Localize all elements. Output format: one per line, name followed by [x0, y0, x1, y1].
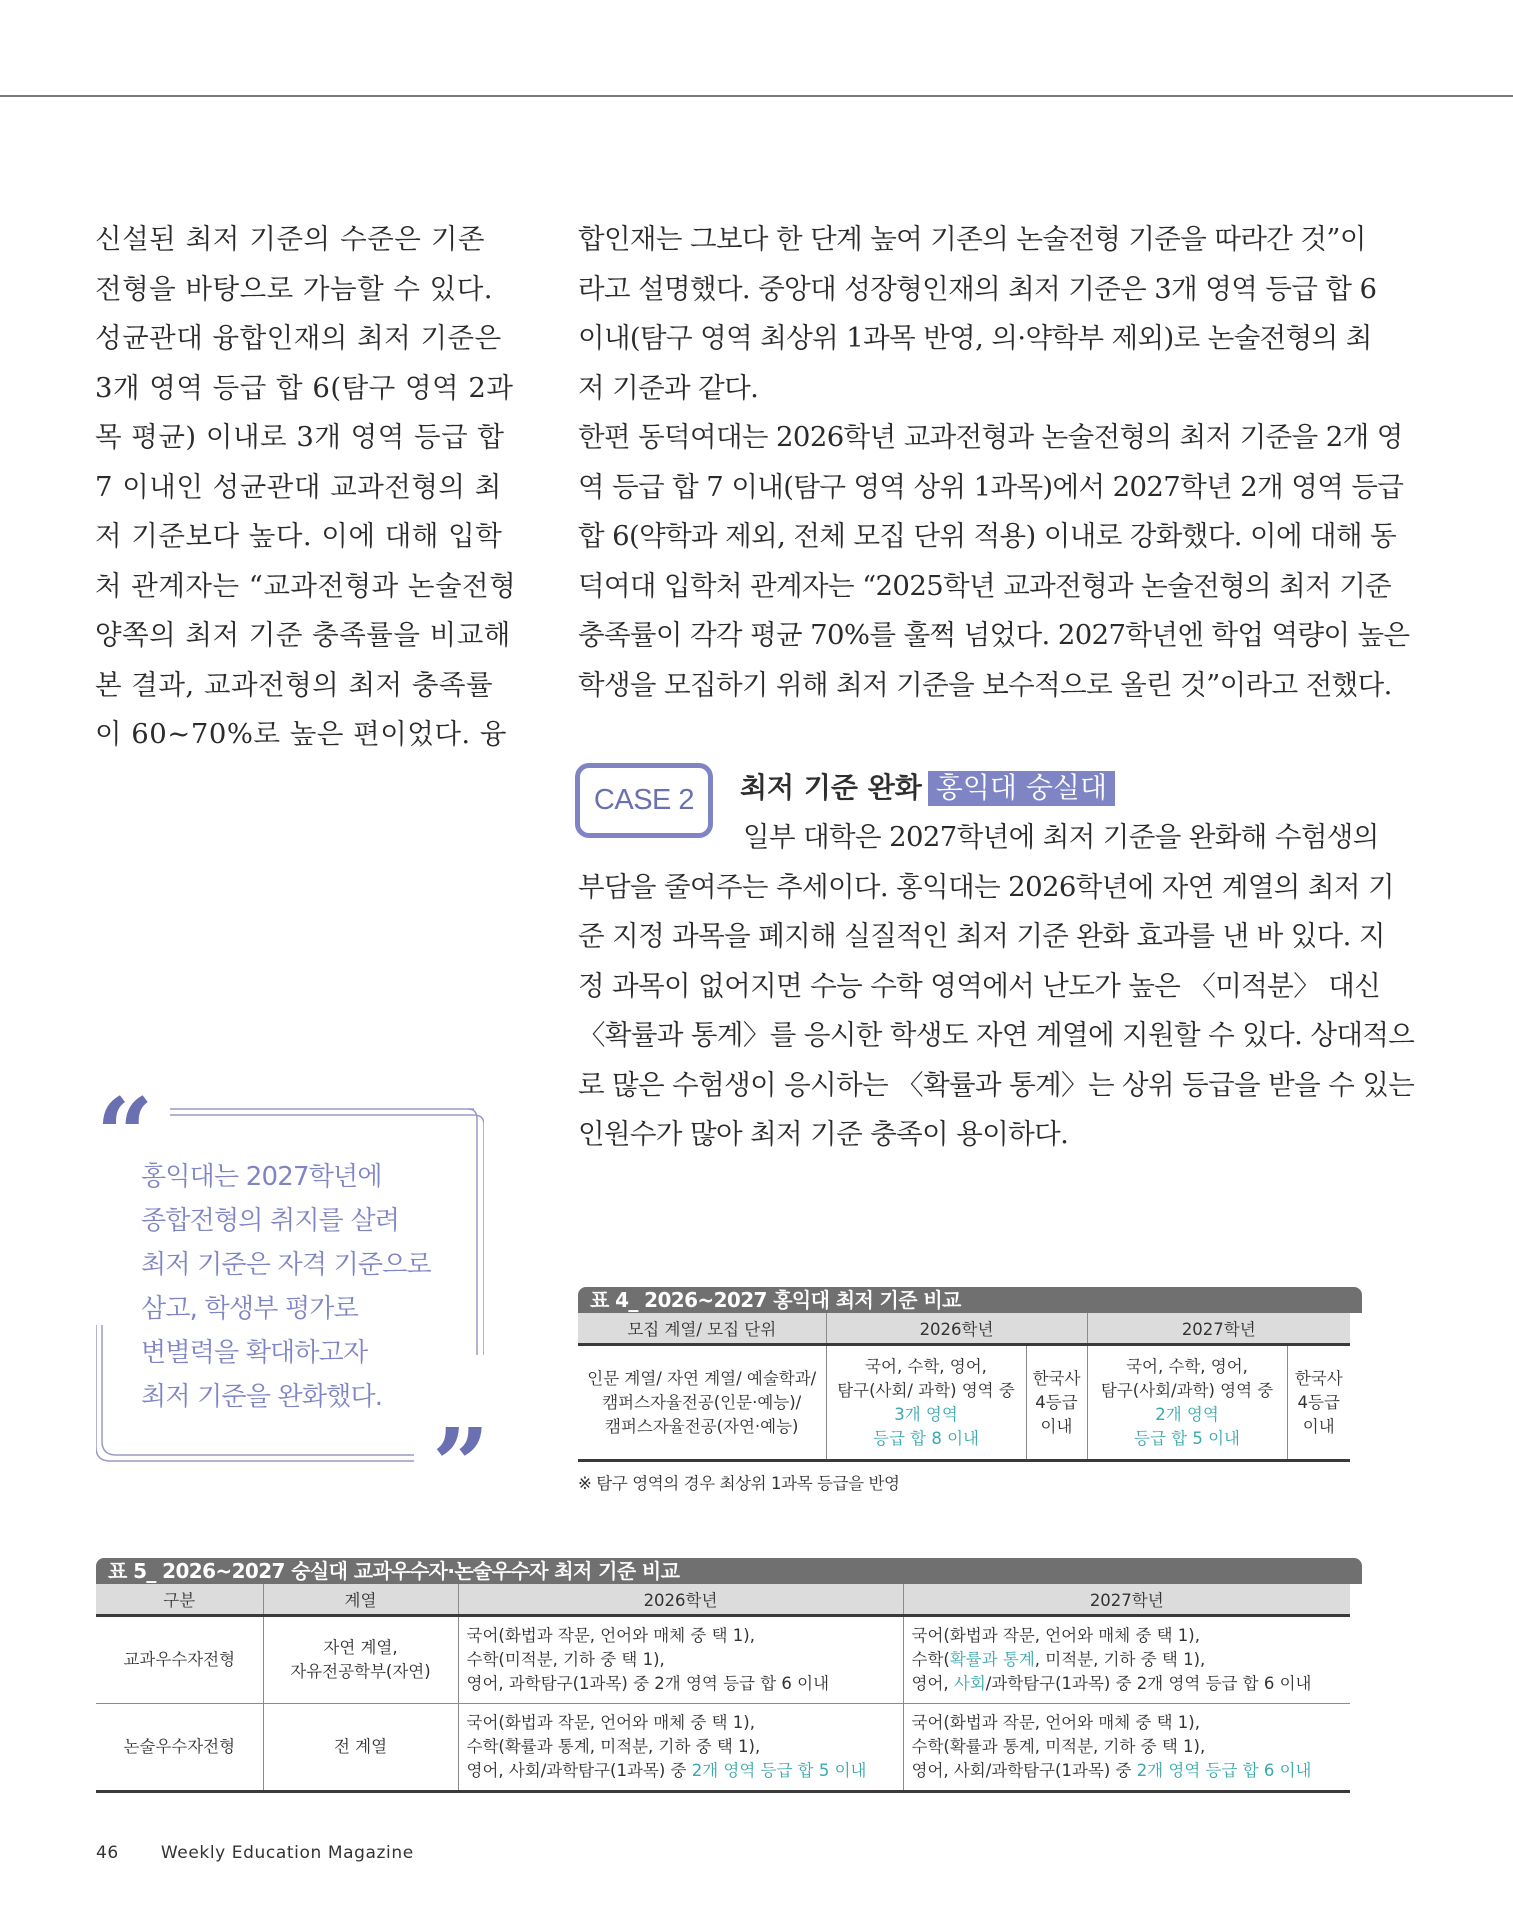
table5-2026-cell [458, 1704, 903, 1792]
table4-2027-cell [1087, 1345, 1287, 1461]
left-column [95, 215, 517, 760]
case-heading [740, 766, 1115, 806]
cell-highlight: 2개 영역 등급 합 6 이내 [1136, 1761, 1312, 1780]
table5 [96, 1584, 1350, 1793]
quote-line: 삼고, 학생부 평가로 [141, 1294, 358, 1324]
cell-text: 영어, [911, 1674, 954, 1693]
body-line: 준 지정 과목을 폐지해 실질적인 최저 기준 완화 효과를 낸 바 있다. 지 [578, 920, 1385, 952]
close-quote-icon: ” [432, 1406, 490, 1524]
body-line: 본 결과, 교과전형의 최저 충족률 [95, 668, 494, 701]
body-line: 합 6(약학과 제외, 전체 모집 단위 적용) 이내로 강화했다. 이에 대해 동 [578, 520, 1397, 552]
cell-line: 한국사 [1294, 1368, 1343, 1388]
table4-header: 모집 계열/ 모집 단위 [578, 1313, 826, 1345]
case-badge: CASE 2 [575, 763, 713, 838]
body-line: 목 평균) 이내로 3개 영역 등급 합 [95, 421, 505, 453]
cell-line: 국어, 수학, 영어, [865, 1356, 987, 1376]
cell-line: 수학(미적분, 기하 중 택 1), [466, 1650, 665, 1669]
cell-line: 탐구(사회/과학) 영역 중 [1100, 1380, 1274, 1400]
body-line: 처 관계자는 “교과전형과 논술전형 [95, 569, 517, 602]
body-line: 한편 동덕여대는 2026학년 교과전형과 논술전형의 최저 기준을 2개 영 [578, 421, 1403, 453]
table5-2026-cell [458, 1616, 903, 1704]
cell-text: 영어, 사회/과학탐구(1과목) 중 [911, 1761, 1137, 1780]
body-line: 저 기준보다 높다. 이에 대해 입학 [95, 520, 503, 552]
cell-highlight: 확률과 통계 [949, 1650, 1035, 1669]
body-line: 7 이내인 성균관대 교과전형의 최 [95, 470, 502, 503]
cell-line: 전 계열 [333, 1737, 388, 1756]
body-line: 충족률이 각각 평균 70%를 훌쩍 넘었다. 2027학년엔 학업 역량이 높은 [578, 619, 1410, 651]
cell-line [467, 1759, 899, 1783]
table4-2026-cell [826, 1345, 1026, 1461]
cell-line: 이내 [1040, 1416, 1073, 1436]
cell-text: , 미적분, 기하 중 택 1), [1034, 1650, 1206, 1669]
cell-line: 탐구(사회/ 과학) 영역 중 [837, 1380, 1015, 1400]
magazine-name: Weekly Education Magazine [160, 1843, 414, 1863]
quote-line: 종합전형의 취지를 살려 [141, 1206, 400, 1236]
table5-header: 2027학년 [903, 1584, 1350, 1616]
cell-line: 캠퍼스자율전공(자연·예능) [605, 1416, 799, 1436]
body-line: 덕여대 입학처 관계자는 “2025학년 교과전형과 논술전형의 최저 기준 [578, 569, 1392, 602]
cell-line [912, 1648, 1347, 1672]
quote-line: 변별력을 확대하고자 [141, 1338, 368, 1368]
body-line: 로 많은 수험생이 응시하는 〈확률과 통계〉는 상위 등급을 받을 수 있는 [578, 1068, 1415, 1101]
quote-line: 최저 기준을 완화했다. [141, 1382, 383, 1412]
cell-line: 국어(화법과 작문, 언어와 매체 중 택 1), [466, 1626, 755, 1645]
table5-header: 계열 [263, 1584, 458, 1616]
cell-line: 4등급 [1035, 1392, 1078, 1412]
table5-2027-cell [903, 1616, 1350, 1704]
quote-line: 홍익대는 2027학년에 [141, 1162, 382, 1192]
table4-title: 표 4_ 2026~2027 홍익대 최저 기준 비교 [578, 1287, 1362, 1313]
body-line: 정 과목이 없어지면 수능 수학 영역에서 난도가 높은 〈미적분〉 대신 [578, 969, 1381, 1002]
open-quote-icon: “ [96, 1076, 154, 1194]
top-divider [0, 95, 1513, 97]
body-line: 부담을 줄여주는 추세이다. 홍익대는 2026학년에 자연 계열의 최저 기 [578, 870, 1394, 903]
body-line: 이내(탐구 영역 최상위 1과목 반영, 의·약학부 제외)로 논술전형의 최 [578, 322, 1372, 354]
body-line: 저 기준과 같다. [578, 371, 759, 404]
case-body [578, 813, 1415, 1160]
cell-line: 캠퍼스자율전공(인문·예능)/ [602, 1392, 802, 1412]
table4-2026-history-cell [1026, 1345, 1087, 1461]
cell-line: 국어(화법과 작문, 언어와 매체 중 택 1), [911, 1626, 1200, 1645]
table4-header: 2027학년 [1087, 1313, 1350, 1345]
pull-quote-text [141, 1155, 471, 1419]
cell-line: 영어, 과학탐구(1과목) 중 2개 영역 등급 합 6 이내 [466, 1674, 830, 1693]
cell-line: 3개 영역 [894, 1404, 958, 1424]
cell-text: /과학탐구(1과목) 중 2개 영역 등급 합 6 이내 [985, 1674, 1312, 1693]
body-line: 성균관대 융합인재의 최저 기준은 [95, 322, 502, 354]
cell-text: 영어, 사회/과학탐구(1과목) 중 [466, 1761, 692, 1780]
quote-line: 최저 기준은 자격 기준으로 [141, 1250, 431, 1280]
cell-line: 4등급 [1297, 1392, 1340, 1412]
cell-line: 수학(확률과 통계, 미적분, 기하 중 택 1), [911, 1737, 1206, 1756]
cell-text: 수학( [911, 1650, 950, 1669]
table4-unit-cell [578, 1345, 826, 1461]
cell-line: 등급 합 8 이내 [873, 1428, 979, 1448]
body-line: 전형을 바탕으로 가늠할 수 있다. [95, 272, 494, 305]
table5-field-cell [263, 1616, 458, 1704]
table5-header: 구분 [96, 1584, 263, 1616]
table5-field-cell [263, 1704, 458, 1792]
table5-title: 표 5_ 2026~2027 숭실대 교과우수자·논술우수자 최저 기준 비교 [96, 1558, 1362, 1584]
table5-2027-cell [903, 1704, 1350, 1792]
cell-line [912, 1672, 1347, 1696]
body-line: 일부 대학은 2027학년에 최저 기준을 완화해 수험생의 [743, 821, 1379, 853]
right-column [578, 215, 1410, 710]
table4-note: ※ 탐구 영역의 경우 최상위 1과목 등급을 반영 [578, 1474, 900, 1493]
cell-line: 이내 [1302, 1416, 1335, 1436]
page-footer [96, 1843, 414, 1863]
body-line: 학생을 모집하기 위해 최저 기준을 보수적으로 올린 것”이라고 전했다. [578, 668, 1392, 701]
case-title: 최저 기준 완화 [740, 771, 922, 804]
cell-line: 인문 계열/ 자연 계열/ 예술학과/ [587, 1368, 817, 1388]
table4-2027-history-cell [1287, 1345, 1350, 1461]
body-line: 역 등급 합 7 이내(탐구 영역 상위 1과목)에서 2027학년 2개 영역 등급 [578, 470, 1404, 503]
table4 [578, 1313, 1350, 1462]
cell-line: 등급 합 5 이내 [1134, 1428, 1240, 1448]
cell-line: 2개 영역 [1155, 1404, 1219, 1424]
body-line: 양쪽의 최저 기준 충족률을 비교해 [95, 619, 511, 651]
cell-highlight: 2개 영역 등급 합 5 이내 [691, 1761, 867, 1780]
cell-line: 국어(화법과 작문, 언어와 매체 중 택 1), [911, 1713, 1200, 1732]
page-number: 46 [96, 1843, 119, 1863]
body-line: 이 60~70%로 높은 편이었다. 융 [95, 718, 507, 750]
body-line: 〈확률과 통계〉를 응시한 학생도 자연 계열에 지원할 수 있다. 상대적으 [578, 1019, 1415, 1051]
cell-line: 수학(확률과 통계, 미적분, 기하 중 택 1), [466, 1737, 761, 1756]
cell-highlight: 사회 [953, 1674, 986, 1693]
table5-type-cell: 교과우수자전형 [96, 1616, 263, 1704]
table5-type-cell: 논술우수자전형 [96, 1704, 263, 1792]
body-line: 3개 영역 등급 합 6(탐구 영역 2과 [95, 371, 514, 404]
case-highlight: 홍익대 숭실대 [928, 771, 1115, 806]
cell-line [912, 1759, 1347, 1783]
cell-line: 자연 계열, [323, 1638, 398, 1657]
cell-line: 국어, 수학, 영어, [1126, 1356, 1248, 1376]
cell-line: 자유전공학부(자연) [290, 1662, 431, 1681]
body-line: 합인재는 그보다 한 단계 높여 기존의 논술전형 기준을 따라간 것”이 [578, 223, 1366, 255]
table5-header: 2026학년 [458, 1584, 903, 1616]
body-line: 라고 설명했다. 중앙대 성장형인재의 최저 기준은 3개 영역 등급 합 6 [578, 272, 1377, 305]
cell-line: 한국사 [1032, 1368, 1081, 1388]
table4-header: 2026학년 [826, 1313, 1087, 1345]
body-line: 신설된 최저 기준의 수준은 기존 [95, 223, 485, 255]
cell-line: 국어(화법과 작문, 언어와 매체 중 택 1), [466, 1713, 755, 1732]
body-line: 인원수가 많아 최저 기준 충족이 용이하다. [578, 1118, 1069, 1150]
